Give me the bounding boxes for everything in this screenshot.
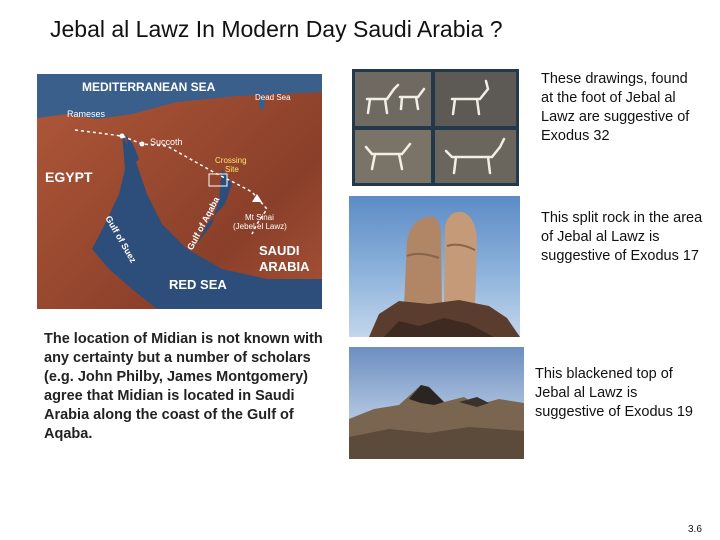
exodus-route-map bbox=[37, 74, 322, 309]
map-label-dead-sea: Dead Sea bbox=[255, 93, 291, 102]
page-number: 3.6 bbox=[688, 524, 702, 535]
map-label-mediterranean: MEDITERRANEAN SEA bbox=[82, 80, 216, 94]
map-label-succoth: Succoth bbox=[150, 137, 183, 147]
map-label-gulf-of-aqaba: Gulf of Aqaba bbox=[185, 195, 222, 252]
succoth-dot bbox=[140, 142, 145, 147]
midian-location-text: The location of Midian is not known with any certainty but a number of scholars (e.g. John Philby, James Montgomery) agree that Midian is located in Saudi Arabia along the coast of the Gulf of Aqaba. bbox=[44, 331, 323, 442]
map-label-arabia: ARABIA bbox=[259, 259, 310, 274]
split-rock-photo bbox=[349, 196, 520, 337]
rock-drawings-image bbox=[352, 69, 519, 186]
map-label-site: Site bbox=[225, 165, 239, 174]
rock-drawings-photo bbox=[352, 69, 519, 186]
map-label-jebel-el-lawz: (Jebel el Lawz) bbox=[233, 222, 287, 231]
blackened-top-photo bbox=[349, 347, 524, 459]
slide-title: Jebal al Lawz In Modern Day Saudi Arabia ? bbox=[50, 16, 503, 42]
rameses-dot bbox=[120, 134, 125, 139]
rock-drawings-caption: These drawings, found at the foot of Jebal al Lawz are suggestive of Exodus 32 bbox=[541, 71, 690, 144]
mt-sinai-marker bbox=[252, 194, 262, 202]
split-rock-caption: This split rock in the area of Jebal al Lawz is suggestive of Exodus 17 bbox=[541, 210, 703, 264]
map-label-egypt: EGYPT bbox=[45, 169, 93, 185]
map-label-red-sea: RED SEA bbox=[169, 277, 227, 292]
split-rock-image bbox=[349, 196, 520, 337]
map-label-rameses: Rameses bbox=[67, 109, 106, 119]
map-label-saudi: SAUDI bbox=[259, 243, 300, 258]
map-label-crossing: Crossing bbox=[215, 156, 247, 165]
map-label-gulf-of-suez: Gulf of Suez bbox=[103, 214, 139, 265]
blackened-top-caption: This blackened top of Jebal al Lawz is suggestive of Exodus 19 bbox=[535, 366, 693, 420]
map-label-mt-sinai: Mt Sinai bbox=[245, 213, 274, 222]
blackened-top-image bbox=[349, 347, 524, 459]
